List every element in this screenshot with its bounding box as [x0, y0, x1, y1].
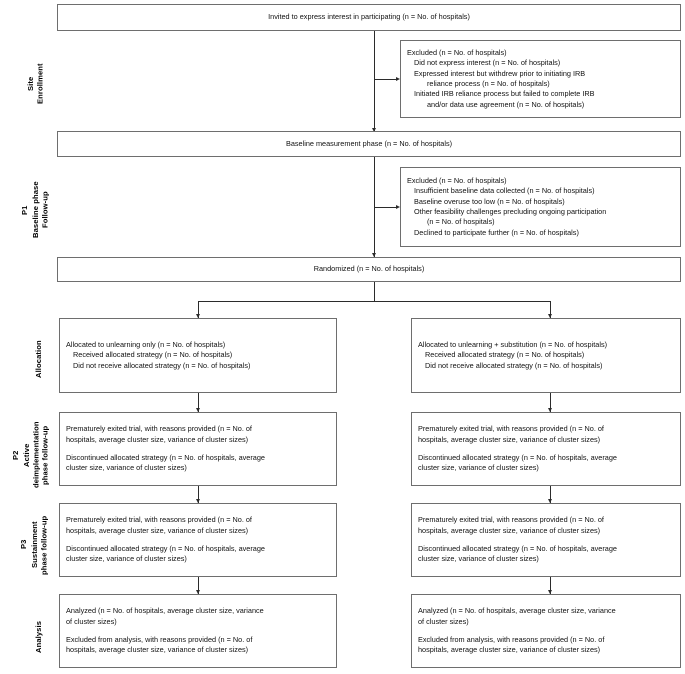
box-p3-left: [59, 503, 337, 577]
p2-right-p1-l1: Prematurely exited trial, with reasons provided (n = No. of: [418, 424, 604, 434]
stage-label-analysis: [34, 608, 47, 666]
excl-enroll-line6: and/or data use agreement (n = No. of hospitals): [427, 99, 585, 109]
alloc-right-line3: Did not receive allocated strategy (n = No. of hospitals): [425, 360, 603, 370]
analysis-right-p1-l2: of cluster sizes): [418, 616, 469, 626]
p2-right-p2-l2: cluster size, variance of cluster sizes): [418, 463, 539, 473]
stage-label-p3-name-line1: Sustainment: [30, 521, 39, 569]
stage-label-p3-phase: [19, 521, 30, 567]
p2-left-spacer: [66, 445, 330, 453]
box-excluded-enrollment: [400, 40, 681, 118]
excl-enroll-line3: Expressed interest but withdrew prior to initiating IRB: [414, 68, 586, 78]
p2-right-p2-l1: Discontinued allocated strategy (n = No. of hospitals, average: [418, 453, 617, 462]
analysis-left-p2-l2: hospitals, average cluster size, variance of cluster sizes): [66, 645, 249, 655]
analysis-right-p2-l1: Excluded from analysis, with reasons provided (n = No. of: [418, 635, 605, 644]
connector-invited-to-baseline: [374, 31, 375, 132]
analysis-left-p1-l2: of cluster sizes): [66, 616, 117, 626]
p3-left-p2-l2: cluster size, variance of cluster sizes): [66, 554, 187, 564]
box-p3-right: [411, 503, 681, 577]
alloc-left-line3: Did not receive allocated strategy (n = No. of hospitals): [73, 360, 251, 370]
p3-right-spacer: [418, 536, 674, 544]
excl-base-line3: Baseline overuse too low (n = No. of hospitals): [414, 196, 565, 206]
stage-label-p3-name: [30, 505, 52, 585]
excl-base-line2: Insufficient baseline data collected (n = No. of hospitals): [414, 186, 595, 196]
stage-label-p1-name-line2: Follow-up: [40, 191, 50, 229]
stage-label-allocation: [34, 326, 47, 392]
analysis-right-p2-l2: hospitals, average cluster size, variance of cluster sizes): [418, 645, 601, 655]
p3-left-p1-l1: Prematurely exited trial, with reasons provided (n = No. of: [66, 515, 252, 525]
box-invited-text: Invited to express interest in participating (n = No. of hospitals): [268, 12, 470, 22]
stage-label-p2-name-line2: deimplementation: [31, 421, 41, 489]
excl-enroll-line5: Initiated IRB reliance process but failed to complete IRB: [414, 89, 595, 99]
p2-left-p1-l1: Prematurely exited trial, with reasons provided (n = No. of: [66, 424, 252, 434]
p2-right-p1-l2: hospitals, average cluster size, variance of cluster sizes): [418, 434, 601, 444]
p3-right-p2-l1: Discontinued allocated strategy (n = No. of hospitals, average: [418, 544, 617, 553]
stage-label-p3-name-line2: phase follow-up: [39, 515, 49, 575]
p3-left-p2-l1: Discontinued allocated strategy (n = No. of hospitals, average: [66, 544, 265, 553]
box-excluded-baseline: [400, 167, 681, 247]
p2-left-p1-l2: hospitals, average cluster size, variance of cluster sizes): [66, 434, 249, 444]
analysis-left-spacer: [66, 627, 330, 635]
box-allocation-left: [59, 318, 337, 393]
p3-right-p1-l2: hospitals, average cluster size, variance of cluster sizes): [418, 525, 601, 535]
excl-enroll-line1: Excluded (n = No. of hospitals): [407, 47, 507, 57]
stage-label-site-enrollment-line2: Enrollment: [35, 63, 45, 105]
stage-label-p1-phase: [20, 172, 31, 248]
stage-label-p1-name-line1: Baseline phase: [31, 181, 40, 239]
connector-randomized-stem: [374, 282, 375, 301]
stage-label-p2-name-line1: Active: [22, 443, 31, 467]
box-analysis-right: [411, 594, 681, 668]
stage-label-allocation-text: Allocation: [34, 340, 43, 378]
box-allocation-right: [411, 318, 681, 393]
box-baseline-text: Baseline measurement phase (n = No. of hospitals): [285, 138, 453, 148]
box-randomized: [57, 257, 681, 282]
stage-label-p2-name: [22, 409, 55, 501]
excl-base-line4: Other feasibility challenges precluding ongoing participation: [414, 207, 607, 216]
excl-enroll-line4: reliance process (n = No. of hospitals): [427, 79, 550, 88]
analysis-right-p1-l1: Analyzed (n = No. of hospitals, average cluster size, variance: [418, 606, 616, 616]
p2-right-spacer: [418, 445, 674, 453]
stage-label-site-enrollment: [26, 46, 48, 122]
analysis-right-spacer: [418, 627, 674, 635]
stage-label-site-enrollment-line1: Site: [26, 76, 35, 92]
excl-enroll-line2: Did not express interest (n = No. of hospitals): [414, 58, 561, 68]
p2-left-p2-l1: Discontinued allocated strategy (n = No. of hospitals, average: [66, 453, 265, 462]
excl-base-line1: Excluded (n = No. of hospitals): [407, 175, 507, 185]
p3-right-p1-l1: Prematurely exited trial, with reasons provided (n = No. of: [418, 515, 604, 525]
alloc-right-line1: Allocated to unlearning + substitution (n = No. of hospitals): [418, 339, 608, 349]
stage-label-p2-phase: [11, 430, 22, 480]
box-analysis-left: [59, 594, 337, 668]
box-p2-right: [411, 412, 681, 486]
stage-label-p1-name: [31, 165, 53, 255]
p3-right-p2-l2: cluster size, variance of cluster sizes): [418, 554, 539, 564]
stage-label-p2-name-line3: phase follow-up: [40, 425, 50, 485]
excl-base-line6: Declined to participate further (n = No. of hospitals): [414, 227, 579, 237]
analysis-left-p2-l1: Excluded from analysis, with reasons provided (n = No. of: [66, 635, 253, 644]
stage-label-p1: P1: [20, 205, 29, 215]
stage-label-p2: P2: [11, 450, 20, 460]
connector-to-excluded-baseline: [374, 207, 398, 208]
alloc-left-line2: Received allocated strategy (n = No. of hospitals): [73, 350, 233, 360]
box-invited: [57, 4, 681, 31]
p3-left-spacer: [66, 536, 330, 544]
p2-left-p2-l2: cluster size, variance of cluster sizes): [66, 463, 187, 473]
alloc-left-line1: Allocated to unlearning only (n = No. of hospitals): [66, 339, 226, 349]
connector-to-excluded-enrollment: [374, 79, 398, 80]
connector-randomized-split-bar: [198, 301, 550, 302]
box-randomized-text: Randomized (n = No. of hospitals): [313, 264, 425, 274]
p3-left-p1-l2: hospitals, average cluster size, variance of cluster sizes): [66, 525, 249, 535]
stage-label-p3: P3: [19, 539, 28, 549]
alloc-right-line2: Received allocated strategy (n = No. of hospitals): [425, 350, 585, 360]
box-baseline-measurement: [57, 131, 681, 157]
excl-base-line5: (n = No. of hospitals): [427, 217, 495, 227]
box-p2-left: [59, 412, 337, 486]
analysis-left-p1-l1: Analyzed (n = No. of hospitals, average cluster size, variance: [66, 606, 264, 616]
stage-label-analysis-text: Analysis: [34, 620, 43, 654]
